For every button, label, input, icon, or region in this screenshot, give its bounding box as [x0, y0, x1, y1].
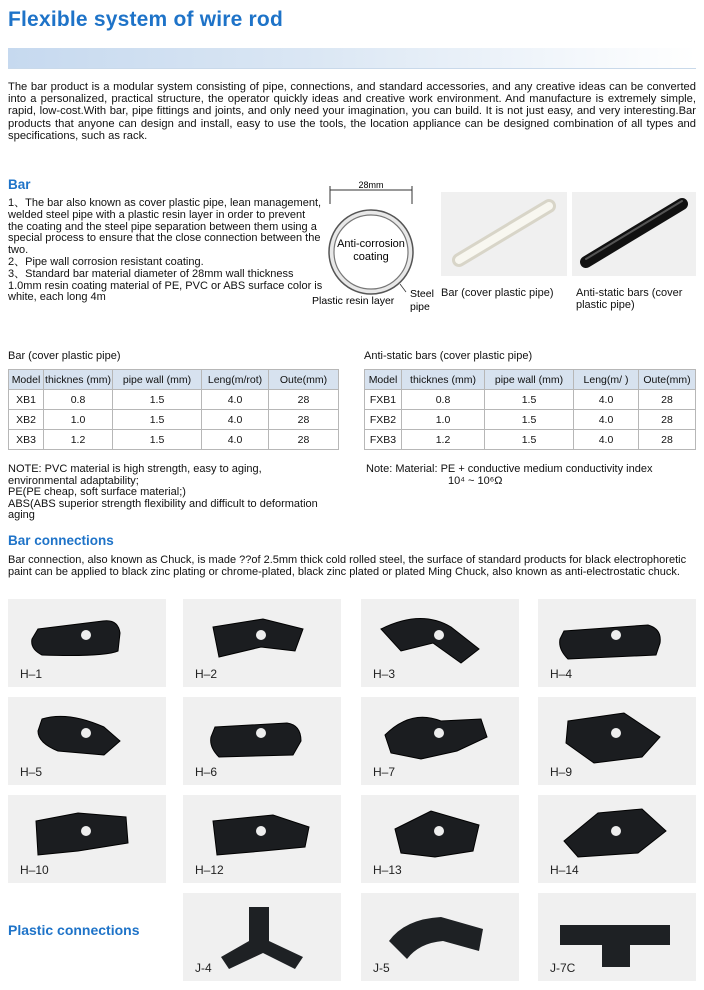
- anti-static-caption-2: plastic pipe): [576, 299, 635, 311]
- connection-photo-h-7: [361, 697, 519, 785]
- plastic-photo-j-4: [183, 893, 341, 981]
- connection-photo-h-1: [8, 599, 166, 687]
- connection-photo-h-4: [538, 599, 696, 687]
- connection-photo-h-13: [361, 795, 519, 883]
- bar-spec-table: [8, 369, 339, 450]
- connection-label: H–6: [195, 765, 218, 779]
- steel-label: Steel: [410, 288, 434, 300]
- table-row: FXB3 1.2 1.5 4.0 28: [365, 430, 696, 450]
- col-outer: Oute(mm): [639, 370, 696, 390]
- col-length: Leng(m/rot): [202, 370, 269, 390]
- connection-label: H–7: [373, 765, 396, 779]
- connection-label: H–5: [20, 765, 43, 779]
- white-bar-photo: [441, 192, 567, 276]
- connection-label: H–1: [20, 667, 43, 681]
- table2-caption: Anti-static bars (cover plastic pipe): [364, 350, 533, 362]
- table-header-row: [9, 370, 339, 390]
- bar-description: [8, 198, 323, 304]
- coating-label: coating: [353, 251, 389, 263]
- connection-photo-h-12: [183, 795, 341, 883]
- title-band: [8, 48, 696, 68]
- connection-photo-h-3: [361, 599, 519, 687]
- bar-point-2: 2、Pipe wall corrosion resistant coating.: [8, 255, 204, 268]
- col-model: Model: [365, 370, 402, 390]
- intro-paragraph: The bar product is a modular system consisting of pipe, connections, and standard accessories, and any creative ideas can be converted into a personalized, practical structure, the operator quickly ideas and creative work environment. And manufacture is extremely simple, rapid, low-cost.With bar, pipe fittings and joints, and only need your imagination, you can build. It is not just easy, and very interesting.Bar products that anyone can design and install, easy to use the tools, the location appliance can be designed combination of all types and specifications, such as rack.: [8, 81, 696, 142]
- plastic-photo-j-5: [361, 893, 519, 981]
- col-pipe-wall: pipe wall (mm): [113, 370, 202, 390]
- table-row: XB1 0.8 1.5 4.0 28: [9, 390, 339, 410]
- col-outer: Oute(mm): [269, 370, 339, 390]
- table-row: XB3 1.2 1.5 4.0 28: [9, 430, 339, 450]
- plastic-label: J-7C: [550, 961, 576, 975]
- pipe-label: pipe: [410, 301, 430, 313]
- connection-photo-h-10: [8, 795, 166, 883]
- anti-static-caption-1: Anti-static bars (cover: [576, 287, 683, 299]
- plastic-label: J-4: [195, 961, 212, 975]
- plastic-label: J-5: [373, 961, 390, 975]
- table-row: XB2 1.0 1.5 4.0 28: [9, 410, 339, 430]
- table-row: FXB1 0.8 1.5 4.0 28: [365, 390, 696, 410]
- table-header-row: [365, 370, 696, 390]
- bar-heading: Bar: [8, 177, 31, 192]
- connection-label: H–4: [550, 667, 573, 681]
- col-thickness: thicknes (mm): [402, 370, 485, 390]
- black-bar-photo: [572, 192, 696, 276]
- connection-label: H–9: [550, 765, 573, 779]
- connection-photo-h-2: [183, 599, 341, 687]
- bar-connections-text: Bar connection, also known as Chuck, is made ??of 2.5mm thick cold rolled steel, the surface of standard products for black electrophoretic paint can be applied to black zinc plating or chrome-plated, black zinc plated or plated Ming Chuck, also known as anti-electrostatic chuck.: [8, 554, 687, 578]
- connection-photo-h-9: [538, 697, 696, 785]
- connection-label: H–2: [195, 667, 218, 681]
- anti-corrosion-label: Anti-corrosion: [337, 238, 405, 250]
- connection-label: H–13: [373, 863, 402, 877]
- connection-label: H–12: [195, 863, 224, 877]
- anti-static-spec-table: [364, 369, 696, 450]
- connection-label: H–10: [20, 863, 49, 877]
- connection-photo-h-14: [538, 795, 696, 883]
- plastic-connections-heading: Plastic connections: [8, 922, 140, 938]
- conductivity-note: Note: Material: PE + conductive medium conductivity index 10⁴ ~ 10⁶Ω: [366, 463, 653, 487]
- table-row: FXB2 1.0 1.5 4.0 28: [365, 410, 696, 430]
- col-pipe-wall: pipe wall (mm): [485, 370, 574, 390]
- dimension-label: 28mm: [358, 180, 384, 190]
- bar-point-3: 3、Standard bar material diameter of 28mm wall thickness 1.0mm resin coating material of PE, PVC or ABS surface color is white, each long 4m: [8, 267, 323, 304]
- bar-photo-caption: Bar (cover plastic pipe): [441, 287, 554, 299]
- connection-photo-h-5: [8, 697, 166, 785]
- col-thickness: thicknes (mm): [44, 370, 113, 390]
- connection-label: H–14: [550, 863, 579, 877]
- connection-label: H–3: [373, 667, 396, 681]
- resin-layer-label: Plastic resin layer: [312, 295, 395, 307]
- pipe-cross-section-diagram: [312, 176, 442, 316]
- page-title: Flexible system of wire rod: [8, 8, 283, 31]
- connection-photo-h-6: [183, 697, 341, 785]
- bar-point-1: 1、The bar also known as cover plastic pipe, lean management, welded steel pipe with a plastic resin layer in order to prevent the coating and the steel pipe separation between them using a special process to ensure that the close connection between the two.: [8, 197, 322, 257]
- plastic-photo-j-7c: [538, 893, 696, 981]
- table1-caption: Bar (cover plastic pipe): [8, 350, 121, 362]
- title-band-divider: [8, 68, 696, 69]
- material-note: NOTE: PVC material is high strength, easy to aging, environmental adaptability; PE(PE cheap, soft surface material;) ABS(ABS superior strength flexibility and difficult to deformation aging: [8, 463, 318, 521]
- col-length: Leng(m/ ): [574, 370, 639, 390]
- bar-connections-heading: Bar connections: [8, 533, 114, 548]
- col-model: Model: [9, 370, 44, 390]
